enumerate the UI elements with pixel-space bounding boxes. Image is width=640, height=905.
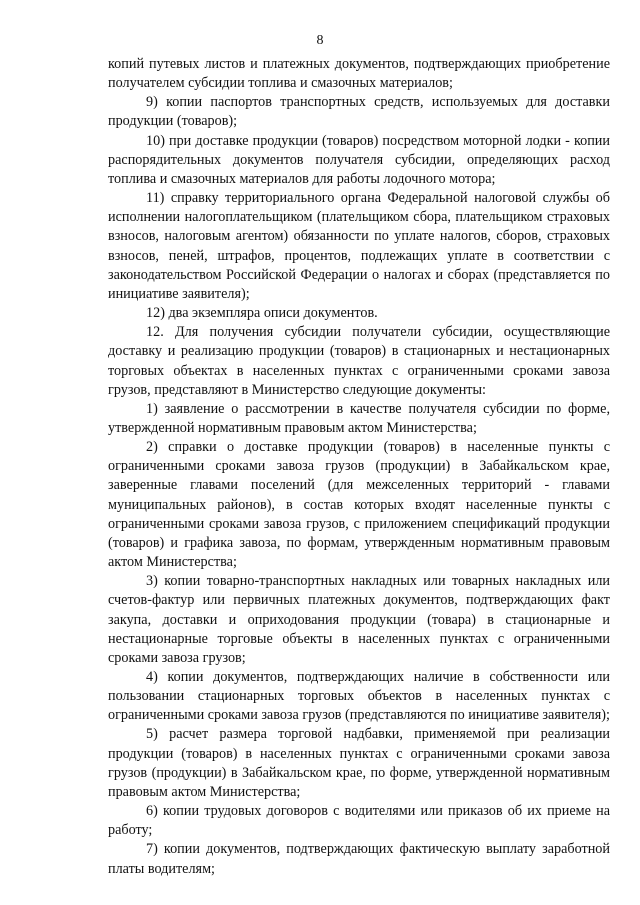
paragraph-continuation: копий путевых листов и платежных документов, подтверждающих приобретение получателем субсидии топлива и смазочных материалов; xyxy=(108,56,610,92)
paragraph-subitem-5: 5) расчет размера торговой надбавки, применяемой при реализации продукции (товаров) в населенных пунктах с ограниченными сроками завоза грузов (продукции) в Забайкальском крае, по форме, утвержденной нормативным правовым актом Министерства; xyxy=(108,726,610,800)
page-number: 8 xyxy=(316,33,324,48)
paragraph-subitem-6: 6) копии трудовых договоров с водителями или приказов об их приеме на работу; xyxy=(108,803,610,839)
paragraph-item-9: 9) копии паспортов транспортных средств, используемых для доставки продукции (товаров); xyxy=(108,94,610,130)
paragraph-subitem-3: 3) копии товарно-транспортных накладных или товарных накладных или счетов-фактур или первичных платежных документов, подтверждающих факт закупа, доставки и оприходования продукции (товара) в стационарные и нестационарные торговые объекты в населенных пунктах с ограниченными сроками завоза грузов; xyxy=(108,573,610,666)
document-body xyxy=(108,55,610,879)
paragraph-item-11: 11) справку территориального органа Федеральной налоговой службы об исполнении налогоплательщиком (плательщиком сбора, плательщиком страховых взносов, налоговым агентом) обязанности по уплате налогов, сборов, страховых взносов, пеней, штрафов, процентов, подлежащих уплате в соответствии с законодательством Российской Федерации о налогах и сборах (представляется по инициативе заявителя); xyxy=(108,190,610,302)
paragraph-item-10: 10) при доставке продукции (товаров) посредством моторной лодки - копии распорядительных документов получателя субсидии, определяющих расход топлива и смазочных материалов для работы лодочного мотора; xyxy=(108,132,610,187)
paragraph-item-12: 12) два экземпляра описи документов. xyxy=(146,305,378,322)
paragraph-subitem-7: 7) копии документов, подтверждающих фактическую выплату заработной платы водителям; xyxy=(108,841,610,877)
paragraph-subitem-2: 2) справки о доставке продукции (товаров) в населенные пункты с ограниченными сроками завоза грузов (продукции) в Забайкальском крае, заверенные главами поселений (для межселенных территорий - главами муниципальных районов), в состав которых входят населенные пункты с ограниченными сроками завоза грузов, с приложением спецификаций продукции (товаров) и графика завоза, по формам, утвержденным нормативным правовым актом Министерства; xyxy=(108,439,610,571)
paragraph-subitem-1: 1) заявление о рассмотрении в качестве получателя субсидии по форме, утвержденной нормативным правовым актом Министерства; xyxy=(108,400,610,436)
paragraph-subitem-4: 4) копии документов, подтверждающих наличие в собственности или пользовании стационарных торговых объектов в населенных пунктах с ограниченными сроками завоза грузов (представляются по инициативе заявителя); xyxy=(108,669,610,724)
paragraph-section-12: 12. Для получения субсидии получатели субсидии, осуществляющие доставку и реализацию продукции (товаров) в стационарных и нестационарных торговых объектах в населенных пунктах с ограниченными сроками завоза грузов, представляют в Министерство следующие документы: xyxy=(108,324,610,398)
